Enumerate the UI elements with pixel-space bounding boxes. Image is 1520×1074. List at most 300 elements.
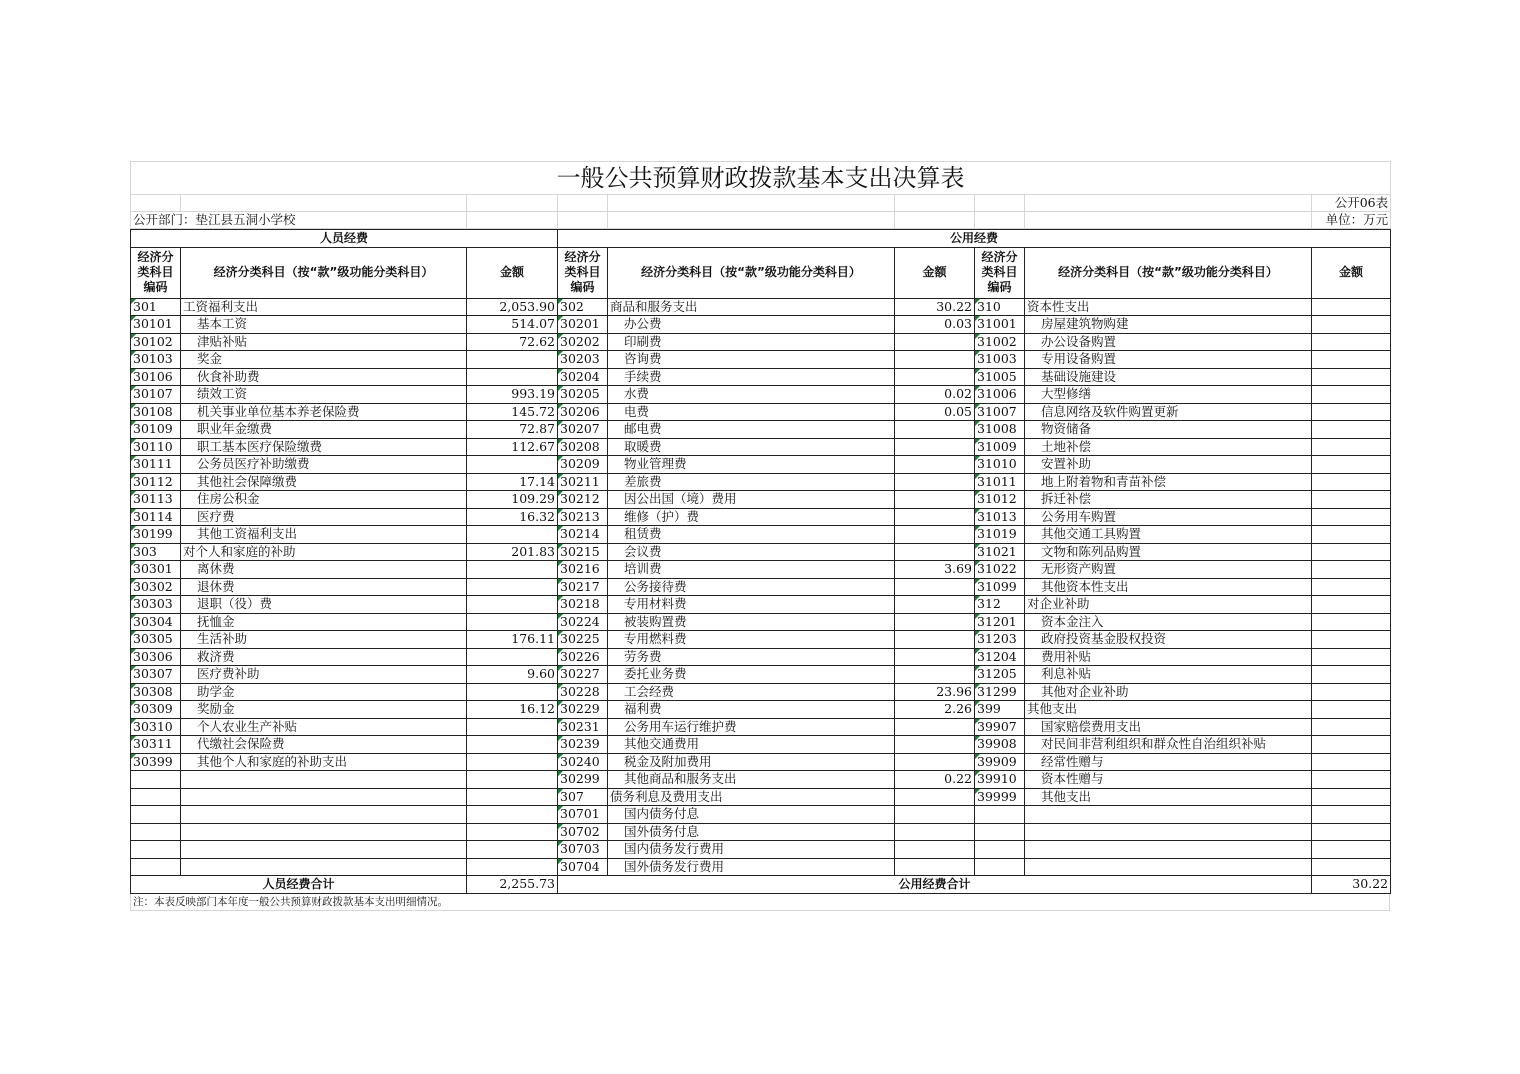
subject-cell: 邮电费 bbox=[608, 421, 895, 439]
amount-cell bbox=[467, 578, 558, 596]
code-cell: 30224 bbox=[558, 613, 608, 631]
code-cell: 31204 bbox=[975, 648, 1025, 666]
header-subject: 经济分类科目（按“款”级功能分类科目） bbox=[1025, 247, 1312, 298]
amount-cell bbox=[895, 613, 975, 631]
table-row bbox=[131, 613, 1391, 631]
amount-cell bbox=[895, 333, 975, 351]
subject-cell: 职工基本医疗保险缴费 bbox=[181, 438, 467, 456]
subject-cell: 物业管理费 bbox=[608, 456, 895, 474]
subject-cell bbox=[181, 823, 467, 841]
subject-cell bbox=[1025, 823, 1312, 841]
subject-cell: 办公费 bbox=[608, 316, 895, 334]
subject-cell: 其他社会保障缴费 bbox=[181, 473, 467, 491]
amount-cell: 3.69 bbox=[895, 561, 975, 579]
amount-cell bbox=[895, 473, 975, 491]
subject-cell: 其他资本性支出 bbox=[1025, 578, 1312, 596]
code-cell: 31009 bbox=[975, 438, 1025, 456]
amount-cell bbox=[895, 578, 975, 596]
subject-cell: 房屋建筑物购建 bbox=[1025, 316, 1312, 334]
subject-cell: 职业年金缴费 bbox=[181, 421, 467, 439]
subject-cell: 医疗费 bbox=[181, 508, 467, 526]
subject-cell: 抚恤金 bbox=[181, 613, 467, 631]
amount-cell bbox=[895, 648, 975, 666]
code-cell: 30226 bbox=[558, 648, 608, 666]
subject-cell: 个人农业生产补贴 bbox=[181, 718, 467, 736]
code-cell: 30299 bbox=[558, 771, 608, 789]
table-row bbox=[131, 596, 1391, 614]
amount-cell bbox=[1312, 578, 1391, 596]
code-cell: 30228 bbox=[558, 683, 608, 701]
code-cell: 301 bbox=[131, 298, 181, 316]
code-cell: 30209 bbox=[558, 456, 608, 474]
subject-cell: 国内债务发行费用 bbox=[608, 841, 895, 859]
amount-cell bbox=[1312, 561, 1391, 579]
subject-cell: 其他个人和家庭的补助支出 bbox=[181, 753, 467, 771]
code-cell: 30201 bbox=[558, 316, 608, 334]
subject-cell bbox=[181, 858, 467, 876]
code-cell: 30102 bbox=[131, 333, 181, 351]
amount-cell bbox=[1312, 718, 1391, 736]
code-cell: 31007 bbox=[975, 403, 1025, 421]
amount-cell bbox=[1312, 806, 1391, 824]
amount-cell: 2,053.90 bbox=[467, 298, 558, 316]
table-row bbox=[131, 666, 1391, 684]
amount-cell bbox=[467, 368, 558, 386]
subject-cell: 住房公积金 bbox=[181, 491, 467, 509]
amount-cell bbox=[895, 491, 975, 509]
subject-cell: 救济费 bbox=[181, 648, 467, 666]
amount-cell bbox=[467, 648, 558, 666]
code-cell: 30702 bbox=[558, 823, 608, 841]
subject-cell: 离休费 bbox=[181, 561, 467, 579]
amount-cell bbox=[467, 596, 558, 614]
amount-cell bbox=[1312, 333, 1391, 351]
header-subject: 经济分类科目（按“款”级功能分类科目） bbox=[181, 247, 467, 298]
table-row bbox=[131, 841, 1391, 859]
amount-cell bbox=[1312, 683, 1391, 701]
subject-cell: 奖励金 bbox=[181, 701, 467, 719]
subject-cell: 其他支出 bbox=[1025, 701, 1312, 719]
subject-cell: 公务用车运行维护费 bbox=[608, 718, 895, 736]
amount-cell bbox=[895, 508, 975, 526]
code-cell: 39910 bbox=[975, 771, 1025, 789]
section-personnel: 人员经费 bbox=[131, 230, 558, 248]
subject-cell: 电费 bbox=[608, 403, 895, 421]
subject-cell: 福利费 bbox=[608, 701, 895, 719]
code-cell: 30208 bbox=[558, 438, 608, 456]
subject-cell: 拆迁补偿 bbox=[1025, 491, 1312, 509]
amount-cell bbox=[467, 788, 558, 806]
amount-cell bbox=[1312, 841, 1391, 859]
subject-cell bbox=[181, 841, 467, 859]
code-cell: 31001 bbox=[975, 316, 1025, 334]
code-cell: 302 bbox=[558, 298, 608, 316]
subject-cell: 对个人和家庭的补助 bbox=[181, 543, 467, 561]
subject-cell: 其他工资福利支出 bbox=[181, 526, 467, 544]
code-cell: 30207 bbox=[558, 421, 608, 439]
code-cell: 312 bbox=[975, 596, 1025, 614]
amount-cell bbox=[895, 841, 975, 859]
code-cell: 31022 bbox=[975, 561, 1025, 579]
amount-cell bbox=[895, 858, 975, 876]
subject-cell: 政府投资基金股权投资 bbox=[1025, 631, 1312, 649]
code-cell: 30704 bbox=[558, 858, 608, 876]
subject-cell: 培训费 bbox=[608, 561, 895, 579]
table-row bbox=[131, 456, 1391, 474]
code-cell: 30217 bbox=[558, 578, 608, 596]
code-cell: 31205 bbox=[975, 666, 1025, 684]
subject-cell: 税金及附加费用 bbox=[608, 753, 895, 771]
code-cell: 30106 bbox=[131, 368, 181, 386]
code-cell: 30112 bbox=[131, 473, 181, 491]
amount-cell bbox=[1312, 298, 1391, 316]
amount-cell bbox=[895, 631, 975, 649]
amount-cell: 17.14 bbox=[467, 473, 558, 491]
code-cell: 30701 bbox=[558, 806, 608, 824]
subject-cell: 会议费 bbox=[608, 543, 895, 561]
subject-cell bbox=[181, 788, 467, 806]
code-cell: 30111 bbox=[131, 456, 181, 474]
amount-cell bbox=[895, 736, 975, 754]
code-cell: 30110 bbox=[131, 438, 181, 456]
amount-cell bbox=[895, 753, 975, 771]
code-cell: 30211 bbox=[558, 473, 608, 491]
subject-cell: 其他支出 bbox=[1025, 788, 1312, 806]
code-cell: 31299 bbox=[975, 683, 1025, 701]
amount-cell: 30.22 bbox=[895, 298, 975, 316]
code-cell: 30306 bbox=[131, 648, 181, 666]
amount-cell bbox=[1312, 613, 1391, 631]
personnel-total-amount: 2,255.73 bbox=[467, 876, 558, 894]
amount-cell bbox=[1312, 386, 1391, 404]
form-number: 公开06表 bbox=[1312, 195, 1391, 212]
subject-cell: 退休费 bbox=[181, 578, 467, 596]
table-row bbox=[131, 421, 1391, 439]
amount-cell bbox=[467, 456, 558, 474]
amount-cell bbox=[467, 351, 558, 369]
header-code: 经济分类科目编码 bbox=[131, 247, 181, 298]
amount-cell: 145.72 bbox=[467, 403, 558, 421]
amount-cell: 112.67 bbox=[467, 438, 558, 456]
amount-cell bbox=[467, 753, 558, 771]
code-cell: 39909 bbox=[975, 753, 1025, 771]
subject-cell: 水费 bbox=[608, 386, 895, 404]
header-amount: 金额 bbox=[1312, 247, 1391, 298]
public-total-amount: 30.22 bbox=[1312, 876, 1391, 894]
table-row bbox=[131, 438, 1391, 456]
code-cell bbox=[131, 841, 181, 859]
code-cell: 31005 bbox=[975, 368, 1025, 386]
amount-cell: 16.32 bbox=[467, 508, 558, 526]
code-cell: 30308 bbox=[131, 683, 181, 701]
table-row bbox=[131, 631, 1391, 649]
code-cell: 30206 bbox=[558, 403, 608, 421]
code-cell: 31012 bbox=[975, 491, 1025, 509]
subject-cell bbox=[1025, 841, 1312, 859]
amount-cell: 176.11 bbox=[467, 631, 558, 649]
amount-cell bbox=[1312, 666, 1391, 684]
amount-cell bbox=[895, 526, 975, 544]
table-row bbox=[131, 683, 1391, 701]
subject-cell: 基础设施建设 bbox=[1025, 368, 1312, 386]
subject-cell: 维修（护）费 bbox=[608, 508, 895, 526]
amount-cell: 201.83 bbox=[467, 543, 558, 561]
amount-cell bbox=[895, 788, 975, 806]
amount-cell bbox=[467, 526, 558, 544]
amount-cell bbox=[895, 666, 975, 684]
table-row bbox=[131, 368, 1391, 386]
subject-cell: 公务员医疗补助缴费 bbox=[181, 456, 467, 474]
table-row bbox=[131, 526, 1391, 544]
subject-cell: 代缴社会保险费 bbox=[181, 736, 467, 754]
amount-cell: 514.07 bbox=[467, 316, 558, 334]
header-code: 经济分类科目编码 bbox=[558, 247, 608, 298]
subject-cell: 商品和服务支出 bbox=[608, 298, 895, 316]
amount-cell bbox=[1312, 438, 1391, 456]
public-total-label: 公用经费合计 bbox=[558, 876, 1312, 894]
amount-cell bbox=[895, 351, 975, 369]
code-cell: 31201 bbox=[975, 613, 1025, 631]
amount-cell bbox=[895, 368, 975, 386]
amount-cell: 993.19 bbox=[467, 386, 558, 404]
subject-cell: 医疗费补助 bbox=[181, 666, 467, 684]
code-cell: 30101 bbox=[131, 316, 181, 334]
code-cell: 30302 bbox=[131, 578, 181, 596]
amount-cell: 0.05 bbox=[895, 403, 975, 421]
amount-cell bbox=[1312, 491, 1391, 509]
table-row bbox=[131, 771, 1391, 789]
code-cell: 30107 bbox=[131, 386, 181, 404]
code-cell: 30227 bbox=[558, 666, 608, 684]
amount-cell: 72.87 bbox=[467, 421, 558, 439]
page-title: 一般公共预算财政拨款基本支出决算表 bbox=[131, 162, 1391, 195]
subject-cell: 对民间非营利组织和群众性自治组织补贴 bbox=[1025, 736, 1312, 754]
subject-cell: 国外债务付息 bbox=[608, 823, 895, 841]
subject-cell: 咨询费 bbox=[608, 351, 895, 369]
code-cell: 30218 bbox=[558, 596, 608, 614]
amount-cell: 72.62 bbox=[467, 333, 558, 351]
subject-cell: 机关事业单位基本养老保险费 bbox=[181, 403, 467, 421]
subject-cell: 地上附着物和青苗补偿 bbox=[1025, 473, 1312, 491]
code-cell bbox=[131, 788, 181, 806]
code-cell: 30214 bbox=[558, 526, 608, 544]
amount-cell bbox=[1312, 823, 1391, 841]
subject-cell bbox=[1025, 806, 1312, 824]
amount-cell bbox=[895, 718, 975, 736]
subject-cell: 工会经费 bbox=[608, 683, 895, 701]
code-cell: 30399 bbox=[131, 753, 181, 771]
amount-cell bbox=[1312, 456, 1391, 474]
subject-cell: 被装购置费 bbox=[608, 613, 895, 631]
subject-cell: 绩效工资 bbox=[181, 386, 467, 404]
code-cell: 30229 bbox=[558, 701, 608, 719]
amount-cell: 16.12 bbox=[467, 701, 558, 719]
amount-cell bbox=[467, 858, 558, 876]
subject-cell: 债务利息及费用支出 bbox=[608, 788, 895, 806]
code-cell: 31003 bbox=[975, 351, 1025, 369]
amount-cell bbox=[467, 806, 558, 824]
code-cell: 30311 bbox=[131, 736, 181, 754]
code-cell: 30205 bbox=[558, 386, 608, 404]
code-cell: 31019 bbox=[975, 526, 1025, 544]
subject-cell: 公务用车购置 bbox=[1025, 508, 1312, 526]
code-cell: 30204 bbox=[558, 368, 608, 386]
subject-cell: 退职（役）费 bbox=[181, 596, 467, 614]
code-cell: 30113 bbox=[131, 491, 181, 509]
code-cell: 31002 bbox=[975, 333, 1025, 351]
code-cell: 39908 bbox=[975, 736, 1025, 754]
amount-cell bbox=[1312, 526, 1391, 544]
table-row bbox=[131, 718, 1391, 736]
amount-cell bbox=[1312, 771, 1391, 789]
table-row bbox=[131, 788, 1391, 806]
amount-cell bbox=[1312, 753, 1391, 771]
amount-cell bbox=[895, 806, 975, 824]
header-amount: 金额 bbox=[467, 247, 558, 298]
subject-cell: 专用设备购置 bbox=[1025, 351, 1312, 369]
table-row bbox=[131, 351, 1391, 369]
table-row bbox=[131, 403, 1391, 421]
header-amount: 金额 bbox=[895, 247, 975, 298]
subject-cell: 资本性赠与 bbox=[1025, 771, 1312, 789]
subject-cell: 土地补偿 bbox=[1025, 438, 1312, 456]
header-code: 经济分类科目编码 bbox=[975, 247, 1025, 298]
code-cell bbox=[975, 841, 1025, 859]
amount-cell: 23.96 bbox=[895, 683, 975, 701]
table-row bbox=[131, 806, 1391, 824]
amount-cell: 0.02 bbox=[895, 386, 975, 404]
subject-cell: 印刷费 bbox=[608, 333, 895, 351]
subject-cell: 其他交通费用 bbox=[608, 736, 895, 754]
code-cell bbox=[131, 771, 181, 789]
subject-cell: 专用燃料费 bbox=[608, 631, 895, 649]
amount-cell: 9.60 bbox=[467, 666, 558, 684]
header-subject: 经济分类科目（按“款”级功能分类科目） bbox=[608, 247, 895, 298]
subject-cell: 手续费 bbox=[608, 368, 895, 386]
code-cell: 310 bbox=[975, 298, 1025, 316]
table-row bbox=[131, 473, 1391, 491]
code-cell: 31006 bbox=[975, 386, 1025, 404]
code-cell: 30225 bbox=[558, 631, 608, 649]
subject-cell: 其他对企业补助 bbox=[1025, 683, 1312, 701]
personnel-total-label: 人员经费合计 bbox=[131, 876, 467, 894]
subject-cell: 国内债务付息 bbox=[608, 806, 895, 824]
subject-cell: 办公设备购置 bbox=[1025, 333, 1312, 351]
amount-cell bbox=[1312, 648, 1391, 666]
subject-cell: 物资储备 bbox=[1025, 421, 1312, 439]
table-row bbox=[131, 386, 1391, 404]
table-row bbox=[131, 561, 1391, 579]
subject-cell: 资本性支出 bbox=[1025, 298, 1312, 316]
amount-cell bbox=[1312, 788, 1391, 806]
subject-cell: 生活补助 bbox=[181, 631, 467, 649]
code-cell: 30231 bbox=[558, 718, 608, 736]
amount-cell bbox=[895, 596, 975, 614]
amount-cell bbox=[1312, 421, 1391, 439]
table-row bbox=[131, 823, 1391, 841]
amount-cell bbox=[1312, 736, 1391, 754]
table-row bbox=[131, 701, 1391, 719]
code-cell: 31013 bbox=[975, 508, 1025, 526]
amount-cell bbox=[895, 421, 975, 439]
code-cell bbox=[975, 823, 1025, 841]
table-row bbox=[131, 753, 1391, 771]
table-body bbox=[131, 298, 1391, 876]
amount-cell: 0.22 bbox=[895, 771, 975, 789]
code-cell: 39999 bbox=[975, 788, 1025, 806]
table-row bbox=[131, 736, 1391, 754]
amount-cell bbox=[895, 438, 975, 456]
table-row bbox=[131, 333, 1391, 351]
code-cell bbox=[975, 858, 1025, 876]
code-cell: 30103 bbox=[131, 351, 181, 369]
code-cell: 30307 bbox=[131, 666, 181, 684]
subject-cell: 其他商品和服务支出 bbox=[608, 771, 895, 789]
subject-cell: 资本金注入 bbox=[1025, 613, 1312, 631]
amount-cell bbox=[895, 823, 975, 841]
code-cell: 30240 bbox=[558, 753, 608, 771]
code-cell: 30114 bbox=[131, 508, 181, 526]
amount-cell bbox=[1312, 508, 1391, 526]
note-table bbox=[130, 894, 1390, 911]
code-cell: 30202 bbox=[558, 333, 608, 351]
subject-cell: 租赁费 bbox=[608, 526, 895, 544]
amount-cell bbox=[467, 561, 558, 579]
amount-cell: 109.29 bbox=[467, 491, 558, 509]
subject-cell: 助学金 bbox=[181, 683, 467, 701]
amount-cell bbox=[467, 683, 558, 701]
section-public: 公用经费 bbox=[558, 230, 1391, 248]
footnote: 注：本表反映部门本年度一般公共预算财政拨款基本支出明细情况。 bbox=[133, 895, 448, 908]
table-row bbox=[131, 491, 1391, 509]
code-cell: 30305 bbox=[131, 631, 181, 649]
amount-cell bbox=[1312, 701, 1391, 719]
subject-cell: 费用补贴 bbox=[1025, 648, 1312, 666]
code-cell: 30310 bbox=[131, 718, 181, 736]
code-cell bbox=[131, 823, 181, 841]
amount-cell bbox=[1312, 351, 1391, 369]
code-cell: 31099 bbox=[975, 578, 1025, 596]
code-cell bbox=[131, 806, 181, 824]
code-cell: 30108 bbox=[131, 403, 181, 421]
code-cell: 30216 bbox=[558, 561, 608, 579]
code-cell: 30215 bbox=[558, 543, 608, 561]
code-cell: 30303 bbox=[131, 596, 181, 614]
amount-cell bbox=[1312, 858, 1391, 876]
code-cell: 303 bbox=[131, 543, 181, 561]
subject-cell: 文物和陈列品购置 bbox=[1025, 543, 1312, 561]
code-cell: 30703 bbox=[558, 841, 608, 859]
subject-cell: 信息网络及软件购置更新 bbox=[1025, 403, 1312, 421]
amount-cell: 2.26 bbox=[895, 701, 975, 719]
subject-cell: 大型修缮 bbox=[1025, 386, 1312, 404]
code-cell: 307 bbox=[558, 788, 608, 806]
code-cell: 30301 bbox=[131, 561, 181, 579]
subject-cell: 差旅费 bbox=[608, 473, 895, 491]
code-cell: 31010 bbox=[975, 456, 1025, 474]
code-cell: 30203 bbox=[558, 351, 608, 369]
code-cell: 31011 bbox=[975, 473, 1025, 491]
amount-cell bbox=[1312, 473, 1391, 491]
department-label: 公开部门：垫江县五洞小学校 bbox=[131, 212, 467, 229]
code-cell: 30304 bbox=[131, 613, 181, 631]
amount-cell bbox=[1312, 543, 1391, 561]
subject-cell: 安置补助 bbox=[1025, 456, 1312, 474]
amount-cell bbox=[1312, 403, 1391, 421]
subject-cell: 其他交通工具购置 bbox=[1025, 526, 1312, 544]
code-cell: 30199 bbox=[131, 526, 181, 544]
subject-cell: 国家赔偿费用支出 bbox=[1025, 718, 1312, 736]
